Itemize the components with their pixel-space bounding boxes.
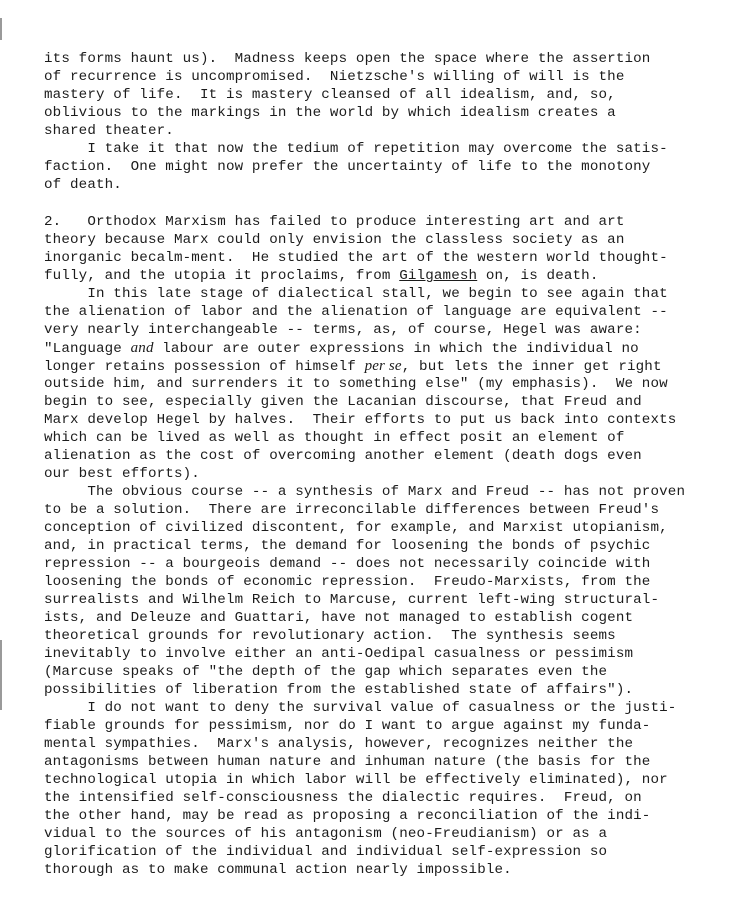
line-text: I take it that now the tedium of repetition may overcome the satis- xyxy=(44,141,668,157)
line-text: possibilities of liberation from the established state of affairs"). xyxy=(44,682,634,698)
line-text: and, in practical terms, the demand for loosening the bonds of psychic xyxy=(44,538,651,554)
line-text: begin to see, especially given the Lacanian discourse, that Freud and xyxy=(44,394,642,410)
text-line xyxy=(44,357,724,375)
text-line xyxy=(44,807,724,825)
line-text: to be a solution. There are irreconcilable differences between Freud's xyxy=(44,502,660,518)
text-line xyxy=(44,285,724,303)
text-line xyxy=(44,537,724,555)
text-line xyxy=(44,735,724,753)
text-line xyxy=(44,591,724,609)
line-text: the intensified self-consciousness the dialectic requires. Freud, on xyxy=(44,790,642,806)
line-text: vidual to the sources of his antagonism (neo-Freudianism) or as a xyxy=(44,826,608,842)
para-obvious-course xyxy=(44,483,724,699)
text-line xyxy=(44,483,724,501)
text-line xyxy=(44,50,724,68)
text-line xyxy=(44,303,724,321)
line-text: theoretical grounds for revolutionary action. The synthesis seems xyxy=(44,628,616,644)
line-text: mastery of life. It is mastery cleansed of all idealism, and, so, xyxy=(44,87,616,103)
text-line xyxy=(44,789,724,807)
text-line xyxy=(44,609,724,627)
line-text: In this late stage of dialectical stall, we begin to see again that xyxy=(44,286,668,302)
line-text: surrealists and Wilhelm Reich to Marcuse, current left-wing structural- xyxy=(44,592,660,608)
text-line xyxy=(44,393,724,411)
text-line xyxy=(44,861,724,879)
line-text: (Marcuse speaks of "the depth of the gap which separates even the xyxy=(44,664,608,680)
line-text: Marx develop Hegel by halves. Their efforts to put us back into contexts xyxy=(44,412,677,428)
line-text: faction. One might now prefer the uncertainty of life to the monotony xyxy=(44,159,651,175)
text-line xyxy=(44,753,724,771)
line-text: shared theater. xyxy=(44,123,174,139)
line-text: longer retains possession of himself xyxy=(44,359,365,375)
text-line xyxy=(44,321,724,339)
line-text: the other hand, may be read as proposing a reconciliation of the indi- xyxy=(44,808,651,824)
line-text: labour are outer expressions in which the individual no xyxy=(153,341,639,357)
line-text: ists, and Deleuze and Guattari, have not managed to establish cogent xyxy=(44,610,634,626)
para-orthodox-marxism xyxy=(44,213,724,285)
italic-emphasis: per se xyxy=(364,358,402,374)
text-line xyxy=(44,447,724,465)
line-text: "Language xyxy=(44,341,131,357)
line-text: alienation as the cost of overcoming another element (death dogs even xyxy=(44,448,642,464)
text-line xyxy=(44,519,724,537)
text-line xyxy=(44,267,724,285)
text-line xyxy=(44,158,724,176)
line-text: very nearly interchangeable -- terms, as, of course, Hegel was aware: xyxy=(44,322,642,338)
line-text: oblivious to the markings in the world by which idealism creates a xyxy=(44,105,616,121)
text-line xyxy=(44,339,724,357)
line-text: glorification of the individual and individual self-expression so xyxy=(44,844,608,860)
line-text: inevitably to involve either an anti-Oedipal casualness or pessimism xyxy=(44,646,634,662)
line-text: mental sympathies. Marx's analysis, however, recognizes neither the xyxy=(44,736,634,752)
text-line xyxy=(44,627,724,645)
text-line xyxy=(44,104,724,122)
text-line xyxy=(44,555,724,573)
underlined-title: Gilgamesh xyxy=(399,268,478,284)
text-line xyxy=(44,213,724,231)
text-line xyxy=(44,411,724,429)
text-line xyxy=(44,86,724,104)
text-line xyxy=(44,771,724,789)
para-dialectical-stall xyxy=(44,285,724,483)
line-text: technological utopia in which labor will be effectively eliminated), nor xyxy=(44,772,668,788)
text-line xyxy=(44,717,724,735)
paragraph-gap xyxy=(44,194,724,213)
line-text: the alienation of labor and the alienation of language are equivalent -- xyxy=(44,304,668,320)
text-line xyxy=(44,176,724,194)
line-text: fully, and the utopia it proclaims, from xyxy=(44,268,400,284)
para-tedium xyxy=(44,140,724,194)
line-text: outside him, and surrenders it to something else" (my emphasis). We now xyxy=(44,376,668,392)
line-text: which can be lived as well as thought in effect posit an element of xyxy=(44,430,625,446)
text-line xyxy=(44,699,724,717)
line-text: I do not want to deny the survival value of casualness or the justi- xyxy=(44,700,677,716)
text-line xyxy=(44,843,724,861)
text-line xyxy=(44,231,724,249)
line-text: 2. Orthodox Marxism has failed to produce interesting art and art xyxy=(44,214,625,230)
text-line xyxy=(44,68,724,86)
line-text: fiable grounds for pessimism, nor do I want to argue against my funda- xyxy=(44,718,651,734)
text-line xyxy=(44,645,724,663)
text-line xyxy=(44,140,724,158)
scan-edge-mark xyxy=(0,640,2,710)
line-text: antagonisms between human nature and inhuman nature (the basis for the xyxy=(44,754,651,770)
line-text: on, is death. xyxy=(477,268,599,284)
text-line xyxy=(44,122,724,140)
line-text: its forms haunt us). Madness keeps open the space where the assertion xyxy=(44,51,651,67)
line-text: inorganic becalm-ment. He studied the art of the western world thought- xyxy=(44,250,668,266)
para-madness-continued xyxy=(44,50,724,140)
para-survival-value xyxy=(44,699,724,879)
text-line xyxy=(44,249,724,267)
italic-emphasis: and xyxy=(130,340,154,356)
line-text: of death. xyxy=(44,177,122,193)
line-text: our best efforts). xyxy=(44,466,200,482)
text-line xyxy=(44,429,724,447)
line-text: thorough as to make communal action nearly impossible. xyxy=(44,862,512,878)
line-text: of recurrence is uncompromised. Nietzsche's willing of will is the xyxy=(44,69,625,85)
line-text: The obvious course -- a synthesis of Marx and Freud -- has not proven xyxy=(44,484,686,500)
text-line xyxy=(44,681,724,699)
document-body xyxy=(44,50,724,879)
text-line xyxy=(44,465,724,483)
line-text: theory because Marx could only envision the classless society as an xyxy=(44,232,625,248)
text-line xyxy=(44,375,724,393)
text-line xyxy=(44,663,724,681)
line-text: repression -- a bourgeois demand -- does not necessarily coincide with xyxy=(44,556,651,572)
text-line xyxy=(44,573,724,591)
line-text: loosening the bonds of economic repression. Freudo-Marxists, from the xyxy=(44,574,651,590)
scan-edge-mark xyxy=(0,18,2,40)
line-text: conception of civilized discontent, for example, and Marxist utopianism, xyxy=(44,520,668,536)
text-line xyxy=(44,825,724,843)
text-line xyxy=(44,501,724,519)
line-text: , but lets the inner get right xyxy=(401,359,662,375)
